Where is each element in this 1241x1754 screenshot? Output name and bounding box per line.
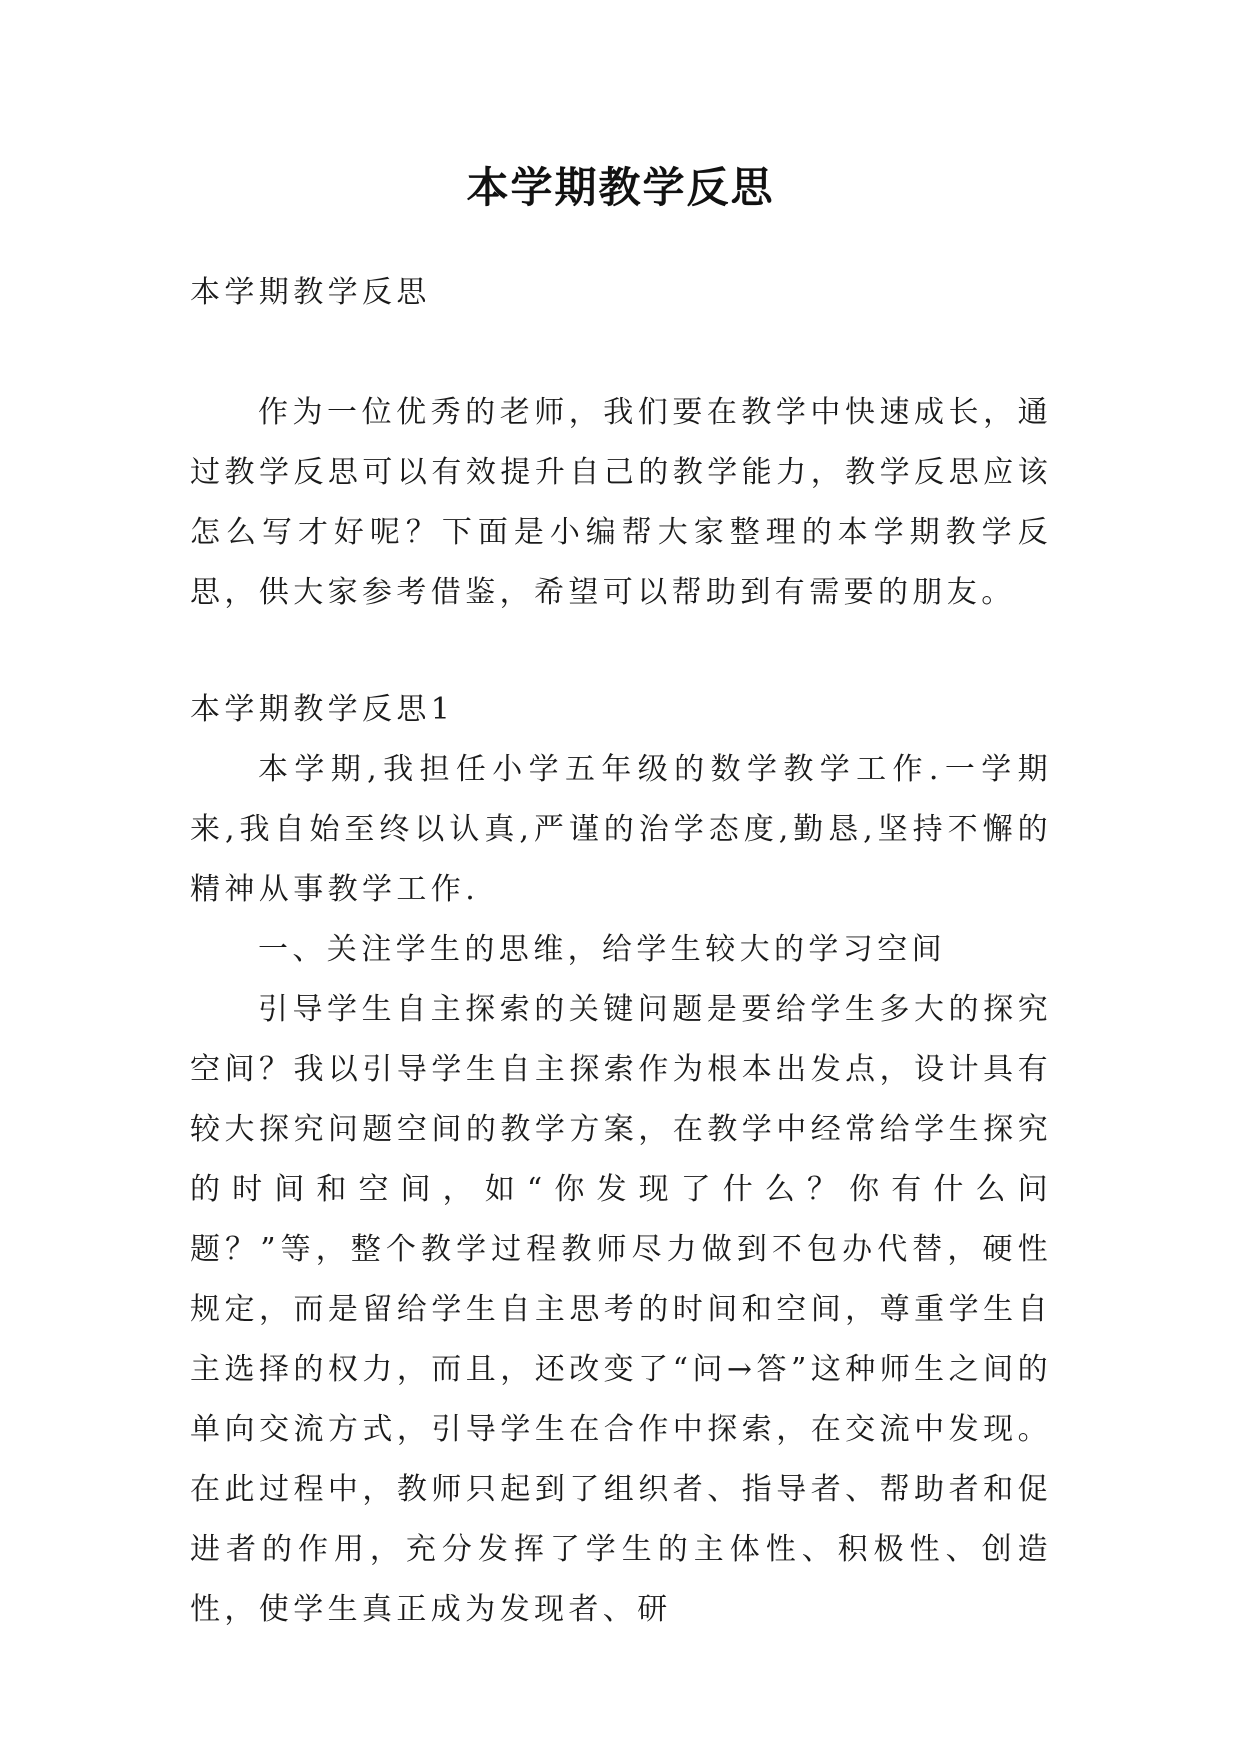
body-paragraph-2: 引导学生自主探索的关键问题是要给学生多大的探究空间？我以引导学生自主探索作为根本出发点，设计具有较大探究问题空间的教学方案，在教学中经常给学生探究的时间和空间，如“你发现了什么？你有什么问题？”等，整个教学过程教师尽力做到不包办代替，硬性规定，而是留给学生自主思考的时间和空间，尊重学生自主选择的权力，而且，还改变了“问→答”这种师生之间的单向交流方式，引导学生在合作中探索，在交流中发现。在此过程中，教师只起到了组织者、指导者、帮助者和促进者的作用，充分发挥了学生的主体性、积极性、创造性，使学生真正成为发现者、研 xyxy=(190,992,1052,1627)
section-heading-1: 一、关注学生的思维，给学生较大的学习空间 xyxy=(258,932,946,967)
intro-paragraph: 作为一位优秀的老师，我们要在教学中快速成长，通过教学反思可以有效提升自己的教学能力，教学反思应该怎么写才好呢？下面是小编帮大家整理的本学期教学反思，供大家参考借鉴，希望可以帮助到有需要的朋友。 xyxy=(190,395,1052,610)
document-title: 本学期教学反思 xyxy=(466,163,775,212)
document-body xyxy=(190,263,1052,1640)
body-paragraph-1: 本学期,我担任小学五年级的数学教学工作.一学期来,我自始至终以认真,严谨的治学态度,勤恳,坚持不懈的精神从事教学工作. xyxy=(190,752,1052,907)
section-title: 本学期教学反思1 xyxy=(190,692,455,727)
document-subtitle: 本学期教学反思 xyxy=(190,275,431,310)
